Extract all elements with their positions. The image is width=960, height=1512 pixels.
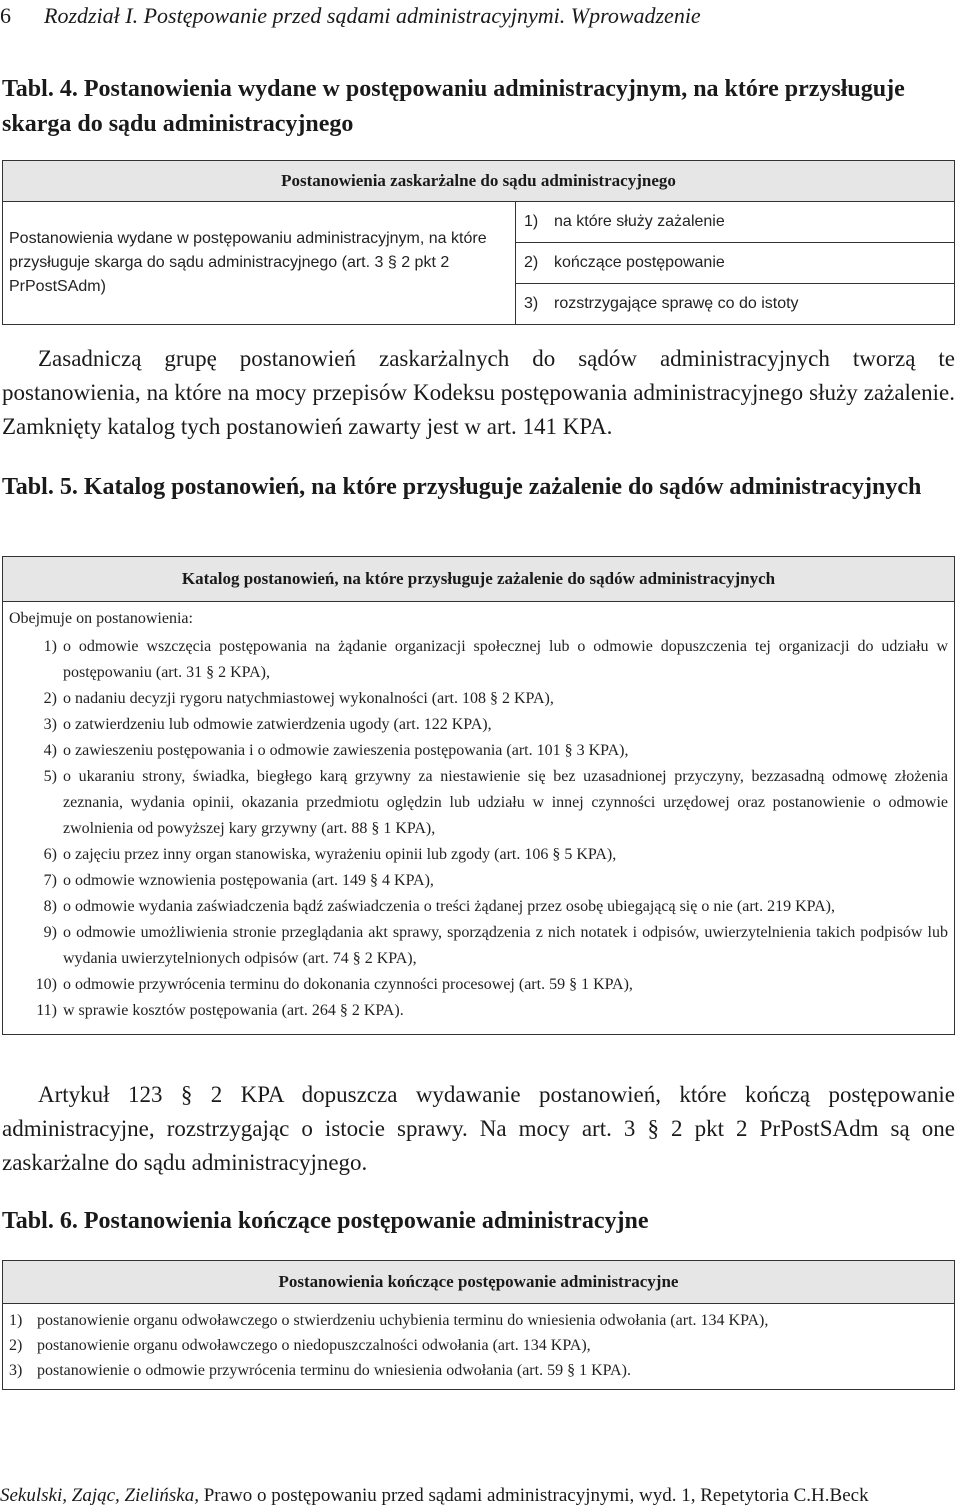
paragraph-1: Zasadniczą grupę postanowień zaskarżalnych do sądów administracyjnych tworzą te postanowienia, na które na mocy przepisów Kodeksu postępowania administracyjnego służy zażalenie. Zamknięty katalog tych postanowień zawarty jest w art. 141 KPA.: [2, 346, 955, 439]
list-item: 1) o odmowie wszczęcia postępowania na żądanie organizacji społecznej lub o odmowie dopuszczenia tej organizacji do udziału w postępowaniu (art. 31 § 2 KPA),: [43, 638, 948, 681]
list-item: 9) o odmowie umożliwienia stronie przeglądania akt sprawy, sporządzenia z nich notatek i odpisów, uwierzytelnienia takich podpisów lub wydania uwierzytelnionych odpisów (art. 74 § 2 KPA),: [43, 924, 948, 967]
running-header: [0, 2, 960, 30]
page-number: 6: [0, 3, 11, 28]
list-item: 10) o odmowie przywrócenia terminu do dokonania czynności procesowej (art. 59 § 1 KPA),: [35, 976, 633, 993]
list-item: 3) o zatwierdzeniu lub odmowie zatwierdzenia ugody (art. 122 KPA),: [43, 716, 492, 733]
page-footer: [0, 1484, 960, 1508]
table5-caption: Tabl. 5. Katalog postanowień, na które przysługuje zażalenie do sądów administracyjnych: [2, 474, 922, 500]
running-title: Rozdział I. Postępowanie przed sądami administracyjnymi. Wprowadzenie: [44, 3, 701, 28]
table4-item: 3) rozstrzygające sprawę co do istoty: [516, 284, 955, 325]
paragraph-2: Artykuł 123 § 2 KPA dopuszcza wydawanie postanowień, które kończą postępowanie administracyjne, rozstrzygając o istocie sprawy. Na mocy art. 3 § 2 pkt 2 PrPostSAdm są one zaskarżalne do sądu administracyjnego.: [2, 1082, 955, 1175]
table4-left-cell: Postanowienia wydane w postępowaniu administracyjnym, na które przysługuje skarga do sądu administracyjnego (art. 3 § 2 pkt 2 PrPostSAdm): [3, 202, 516, 325]
list-item: 7) o odmowie wznowienia postępowania (art. 149 § 4 KPA),: [43, 872, 434, 889]
table6-caption: Tabl. 6. Postanowienia kończące postępowanie administracyjne: [2, 1208, 649, 1234]
list-item: 2) o nadaniu decyzji rygoru natychmiastowej wykonalności (art. 108 § 2 KPA),: [43, 690, 554, 707]
table4-item: 2) kończące postępowanie: [516, 243, 955, 284]
table5: [2, 556, 955, 1035]
table6-body: [3, 1304, 955, 1390]
table4-header: Postanowienia zaskarżalne do sądu administracyjnego: [3, 161, 955, 202]
list-item: 2) postanowienie organu odwoławczego o niedopuszczalności odwołania (art. 134 KPA),: [9, 1337, 591, 1354]
list-item: 6) o zajęciu przez inny organ stanowiska, wyrażeniu opinii lub zgody (art. 106 § 5 KPA),: [43, 846, 617, 863]
table6-header: Postanowienia kończące postępowanie administracyjne: [3, 1261, 955, 1304]
footer-title: Prawo o postępowaniu przed sądami administracyjnymi, wyd. 1, Repetytoria C.H.Beck: [198, 1485, 869, 1506]
footer-authors: Sekulski, Zając, Zielińska,: [0, 1485, 199, 1506]
table4: [2, 160, 955, 325]
list-item: 11) w sprawie kosztów postępowania (art. 264 § 2 KPA).: [36, 1002, 404, 1019]
list-item: 8) o odmowie wydania zaświadczenia bądź zaświadczenia o treści żądanej przez osobę ubiegającą się o nie (art. 219 KPA),: [43, 898, 835, 915]
table5-intro: Obejmuje on postanowienia:: [9, 610, 193, 627]
list-item: 1) postanowienie organu odwoławczego o stwierdzeniu uchybienia terminu do wniesienia odwołania (art. 134 KPA),: [9, 1312, 769, 1329]
table4-item: 1) na które służy zażalenie: [516, 202, 955, 243]
table5-body: [3, 602, 955, 1035]
list-item: 5) o ukaraniu strony, świadka, biegłego karą grzywny za niestawienie się bez uzasadnionej przyczyny, bezzasadną odmowę złożenia zeznania, wydania opinii, okazania przedmiotu oględzin lub udziału w innej czynności urzędowej oraz postanowienie o odmowie zwolnienia od powyższej kary grzywny (art. 88 § 1 KPA),: [43, 768, 948, 837]
list-item: 4) o zawieszeniu postępowania i o odmowie zawieszenia postępowania (art. 101 § 3 KPA),: [43, 742, 629, 759]
table5-header: Katalog postanowień, na które przysługuje zażalenie do sądów administracyjnych: [3, 557, 955, 602]
list-item: 3) postanowienie o odmowie przywrócenia terminu do wniesienia odwołania (art. 59 § 1 KPA).: [9, 1362, 631, 1379]
table6: [2, 1260, 955, 1390]
table4-caption: Tabl. 4. Postanowienia wydane w postępowaniu administracyjnym, na które przysługuje skarga do sądu administracyjnego: [2, 76, 905, 137]
